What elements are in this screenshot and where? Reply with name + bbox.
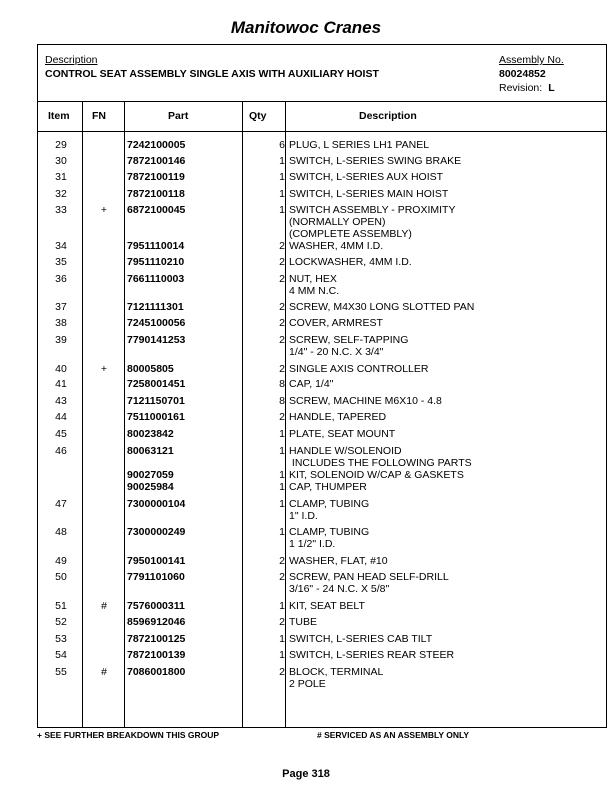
quantity: 1 (279, 649, 285, 661)
part-number: 7872100139 (127, 649, 186, 661)
part-description: SCREW, M4X30 LONG SLOTTED PAN (289, 301, 475, 313)
item-number: 49 (55, 555, 67, 567)
part-number: 7872100118 (127, 188, 185, 200)
item-number: 53 (55, 633, 67, 645)
column-header-description: Description (359, 110, 417, 122)
item-number: 35 (55, 256, 67, 268)
assembly-number-label: Assembly No. (499, 54, 564, 66)
part-description: CAP, THUMPER (289, 481, 367, 493)
assembly-description: CONTROL SEAT ASSEMBLY SINGLE AXIS WITH AUXILIARY HOIST (45, 68, 379, 80)
part-number: 7872100125 (127, 633, 186, 645)
part-description: WASHER, 4MM I.D. (289, 240, 384, 252)
part-number: 7121150701 (127, 395, 185, 407)
part-description: SCREW, PAN HEAD SELF-DRILL 3/16" - 24 N.C. X 5/8" (289, 571, 449, 595)
quantity: 2 (279, 240, 285, 252)
part-description: LOCKWASHER, 4MM I.D. (289, 256, 412, 268)
column-header-fn: FN (92, 110, 106, 122)
quantity: 1 (279, 171, 285, 183)
quantity: 1 (279, 526, 285, 538)
part-number: 7950100141 (127, 555, 186, 567)
part-number: 7872100146 (127, 155, 186, 167)
item-number: 44 (55, 411, 67, 423)
part-number: 8596912046 (127, 616, 186, 628)
quantity: 1 (279, 633, 285, 645)
part-number: 7872100119 (127, 171, 185, 183)
part-description: SWITCH ASSEMBLY - PROXIMITY (NORMALLY OPEN) (COMPLETE ASSEMBLY) (289, 204, 456, 240)
part-description: SCREW, SELF-TAPPING 1/4" - 20 N.C. X 3/4" (289, 334, 409, 358)
quantity: 1 (279, 498, 285, 510)
quantity: 1 (279, 428, 285, 440)
part-description: CLAMP, TUBING 1 1/2" I.D. (289, 526, 370, 550)
part-description: TUBE (289, 616, 318, 628)
quantity: 1 (279, 155, 285, 167)
part-description: SWITCH, L-SERIES REAR STEER (289, 649, 455, 661)
column-divider (124, 101, 125, 727)
part-number: 7951110210 (127, 256, 185, 268)
part-description: SWITCH, L-SERIES SWING BRAKE (289, 155, 462, 167)
fn-marker: # (101, 666, 107, 678)
part-description: HANDLE, TAPERED (289, 411, 387, 423)
part-number: 7242100005 (127, 139, 186, 151)
part-number: 90025984 (127, 481, 174, 493)
fn-marker: # (101, 600, 107, 612)
quantity: 1 (279, 469, 285, 481)
item-number: 51 (55, 600, 67, 612)
quantity: 2 (279, 273, 285, 285)
part-number: 7300000249 (127, 526, 186, 538)
part-description: CAP, 1/4" (289, 378, 334, 390)
item-number: 55 (55, 666, 67, 678)
quantity: 1 (279, 481, 285, 493)
revision (499, 82, 555, 94)
quantity: 1 (279, 600, 285, 612)
fn-marker: + (100, 204, 108, 216)
item-number: 30 (55, 155, 67, 167)
revision-label: Revision: (499, 82, 543, 94)
item-number: 43 (55, 395, 67, 407)
part-description: NUT, HEX 4 MM N.C. (289, 273, 340, 297)
part-number: 7576000311 (127, 600, 185, 612)
part-number: 80023842 (127, 428, 174, 440)
part-description: COVER, ARMREST (289, 317, 383, 329)
item-number: 45 (55, 428, 67, 440)
part-description: KIT, SOLENOID W/CAP & GASKETS (289, 469, 464, 481)
assembly-number: 80024852 (499, 68, 546, 80)
quantity: 2 (279, 363, 285, 375)
item-number: 50 (55, 571, 67, 583)
parts-list-box (37, 44, 607, 728)
part-number: 7121111301 (127, 301, 184, 313)
part-description: SWITCH, L-SERIES AUX HOIST (289, 171, 444, 183)
part-number: 7790141253 (127, 334, 186, 346)
quantity: 8 (279, 395, 285, 407)
quantity: 8 (279, 378, 285, 390)
part-description: HANDLE W/SOLENOID INCLUDES THE FOLLOWING PARTS (289, 445, 472, 469)
item-number: 48 (55, 526, 67, 538)
part-number: 7791101060 (127, 571, 185, 583)
item-number: 52 (55, 616, 67, 628)
part-description: CLAMP, TUBING 1" I.D. (289, 498, 370, 522)
item-number: 29 (55, 139, 67, 151)
quantity: 2 (279, 571, 285, 583)
item-number: 37 (55, 301, 67, 313)
quantity: 2 (279, 555, 285, 567)
part-description: SCREW, MACHINE M6X10 - 4.8 (289, 395, 442, 407)
part-number: 7951110014 (127, 240, 185, 252)
item-number: 41 (55, 378, 67, 390)
quantity: 1 (279, 188, 285, 200)
quantity: 2 (279, 301, 285, 313)
part-number: 7258001451 (127, 378, 186, 390)
quantity: 2 (279, 616, 285, 628)
footnote-serviced-assembly: # SERVICED AS AN ASSEMBLY ONLY (317, 730, 470, 740)
item-number: 32 (55, 188, 67, 200)
part-description: SWITCH, L-SERIES CAB TILT (289, 633, 433, 645)
footnote-further-breakdown: + SEE FURTHER BREAKDOWN THIS GROUP (37, 730, 220, 740)
item-number: 46 (55, 445, 67, 457)
item-number: 31 (55, 171, 67, 183)
column-header-item: Item (48, 110, 70, 122)
quantity: 6 (279, 139, 285, 151)
quantity: 2 (279, 666, 285, 678)
fn-marker: + (100, 363, 108, 375)
item-number: 54 (55, 649, 67, 661)
item-number: 47 (55, 498, 67, 510)
item-number: 33 (55, 204, 67, 216)
quantity: 1 (279, 204, 285, 216)
quantity: 2 (279, 334, 285, 346)
item-number: 34 (55, 240, 67, 252)
part-number: 90027059 (127, 469, 174, 481)
column-header-qty: Qty (249, 110, 267, 122)
part-description: SWITCH, L-SERIES MAIN HOIST (289, 188, 449, 200)
page-title: Manitowoc Cranes (230, 18, 382, 37)
column-header-part: Part (168, 110, 189, 122)
item-number: 39 (55, 334, 67, 346)
item-number: 36 (55, 273, 67, 285)
part-number: 7661110003 (127, 273, 185, 285)
quantity: 2 (279, 256, 285, 268)
part-number: 7511000161 (127, 411, 185, 423)
quantity: 1 (279, 445, 285, 457)
part-number: 6872100045 (127, 204, 186, 216)
part-description: KIT, SEAT BELT (289, 600, 365, 612)
part-description: PLATE, SEAT MOUNT (289, 428, 396, 440)
quantity: 2 (279, 411, 285, 423)
item-number: 40 (55, 363, 67, 375)
part-description: SINGLE AXIS CONTROLLER (289, 363, 429, 375)
item-number: 38 (55, 317, 67, 329)
description-label: Description (45, 54, 98, 66)
part-number: 7245100056 (127, 317, 186, 329)
part-description: BLOCK, TERMINAL 2 POLE (289, 666, 384, 690)
revision-value: L (548, 82, 555, 94)
part-number: 80063121 (127, 445, 174, 457)
part-number: 80005805 (127, 363, 174, 375)
assembly-header (38, 45, 606, 102)
column-divider (285, 101, 286, 727)
part-number: 7300000104 (127, 498, 186, 510)
part-number: 7086001800 (127, 666, 186, 678)
page-number: Page 318 (282, 768, 330, 780)
part-description: WASHER, FLAT, #10 (289, 555, 388, 567)
quantity: 2 (279, 317, 285, 329)
part-description: PLUG, L SERIES LH1 PANEL (289, 139, 430, 151)
